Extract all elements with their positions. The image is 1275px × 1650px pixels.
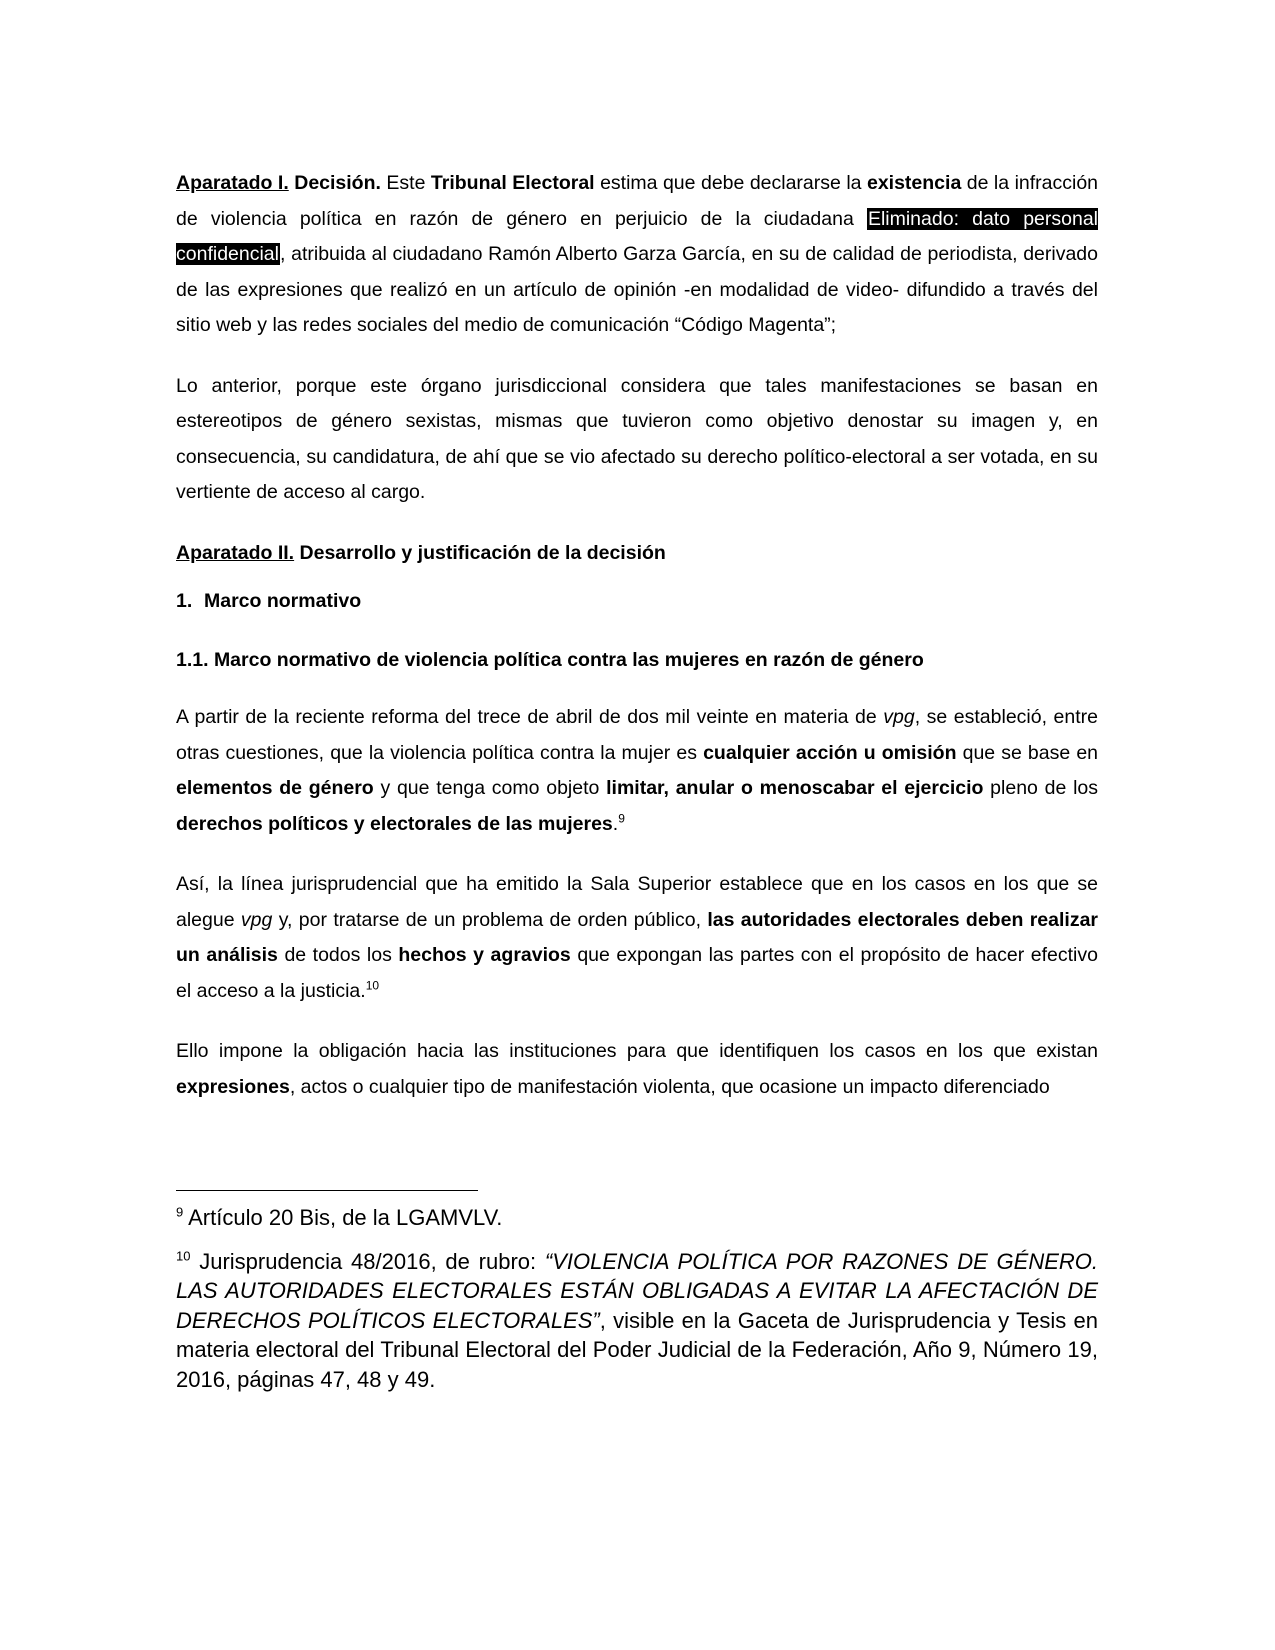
text-span: . <box>612 812 619 835</box>
bold-term: limitar, anular o menoscabar el ejercicio <box>606 777 984 799</box>
text-span: Así, la línea jurisprudencial que ha emitido la Sala Superior establece que en los casos en los que se alegue <box>176 873 1098 931</box>
paragraph-jurisprudence <box>176 867 1098 1009</box>
italic-term: vpg <box>240 908 273 931</box>
paragraph-reform <box>176 700 1098 842</box>
heading-text: 1.1. Marco normativo de violencia política contra las mujeres en razón de género <box>176 648 924 671</box>
text-span: estima que debe declararse la <box>594 172 867 194</box>
heading-text: Marco normativo <box>204 590 362 612</box>
footnote-text: , visible en la Gaceta de Jurisprudencia y Tesis en materia electoral del Tribunal Electoral del Poder Judicial de la Federación, Año 9, Número 19, 2016, páginas 47, 48 y 49. <box>176 1307 1098 1392</box>
bold-term: derechos políticos y electorales de las mujeres <box>176 812 613 835</box>
text-span: que expongan las partes con el propósito de hacer efectivo el acceso a la justicia. <box>176 944 1098 1002</box>
footnote-9 <box>176 1203 1098 1233</box>
footnote-mark: 10 <box>176 1248 191 1264</box>
text-span: de la infracción de violencia política en razón de género en perjuicio de la ciudadana <box>176 172 1099 230</box>
bold-term: hechos y agravios <box>398 944 571 966</box>
footnote-ref[interactable]: 9 <box>618 811 625 825</box>
section-label: Aparatado I. <box>176 172 289 194</box>
footnote-ref[interactable]: 10 <box>365 978 380 992</box>
main-text <box>176 166 1098 1105</box>
bold-term: las autoridades electorales deben realizar un análisis <box>176 908 1098 966</box>
text-span: y, por tratarse de un problema de orden público, <box>272 908 708 931</box>
bold-term: expresiones <box>176 1075 290 1098</box>
footnote-text: Jurisprudencia 48/2016, de rubro: <box>190 1248 545 1274</box>
bold-term: Tribunal Electoral <box>430 172 595 194</box>
footnote-citation-title: “VIOLENCIA POLÍTICA POR RAZONES DE GÉNERO. LAS AUTORIDADES ELECTORALES ESTÁN OBLIGADAS A EVITAR LA AFECTACIÓN DE DERECHOS POLÍTICOS ELECTORALES” <box>176 1248 1098 1333</box>
text-span: Ello impone la obligación hacia las instituciones para que identifiquen los casos en los que existan <box>176 1040 1098 1062</box>
paragraph-obligation <box>176 1034 1098 1105</box>
text-span: pleno de los <box>983 777 1098 799</box>
redaction-box: Eliminado: dato personal confidencial <box>176 207 1098 265</box>
text-span: , atribuida al ciudadano Ramón Alberto Garza García, en su de calidad de periodista, derivado de las expresiones que realizó en un artículo de opinión -en modalidad de video- difundido a través del sitio web y las redes sociales del medio de comunicación “Código Magenta”; <box>176 243 1098 336</box>
text-span: que se base en <box>956 741 1099 764</box>
heading-subsection <box>176 643 1098 679</box>
heading-marco-normativo <box>176 584 1098 620</box>
heading-number: 1. <box>176 590 193 612</box>
footnote-separator <box>176 1190 478 1191</box>
footnote-mark: 9 <box>176 1204 184 1220</box>
section-title: Desarrollo y justificación de la decisión <box>294 541 666 564</box>
text-span: , se estableció, entre otras cuestiones, que la violencia política contra la mujer es <box>176 706 1098 764</box>
footnotes <box>176 1203 1098 1394</box>
italic-term: vpg <box>883 706 915 728</box>
bold-term: existencia <box>866 172 962 194</box>
section-heading: Decisión. <box>294 172 381 194</box>
text-span: , actos o cualquier tipo de manifestación violenta, que ocasione un impacto diferenciado <box>289 1075 1050 1098</box>
footnote-text: Artículo 20 Bis, de la LGAMVLV. <box>183 1205 503 1230</box>
text-span: de todos los <box>277 944 399 966</box>
section-label: Aparatado II. <box>176 541 295 564</box>
bold-term: elementos de género <box>176 777 374 799</box>
section-heading-2 <box>176 536 1098 572</box>
paragraph-reasoning: Lo anterior, porque este órgano jurisdiccional considera que tales manifestaciones se basan en estereotipos de género sexistas, mismas que tuvieron como objetivo denostar su imagen y, en consecuencia, su candidatura, de ahí que se vio afectado su derecho político-electoral a ser votada, en su vertiente de acceso al cargo. <box>176 374 1098 503</box>
footnote-10 <box>176 1247 1098 1395</box>
paragraph-decision <box>176 166 1098 344</box>
text-span: A partir de la reciente reforma del trece de abril de dos mil veinte en materia de <box>176 706 884 728</box>
bold-term: cualquier acción u omisión <box>703 741 957 764</box>
text-span: Este <box>380 172 431 194</box>
text-span: y que tenga como objeto <box>373 777 607 799</box>
